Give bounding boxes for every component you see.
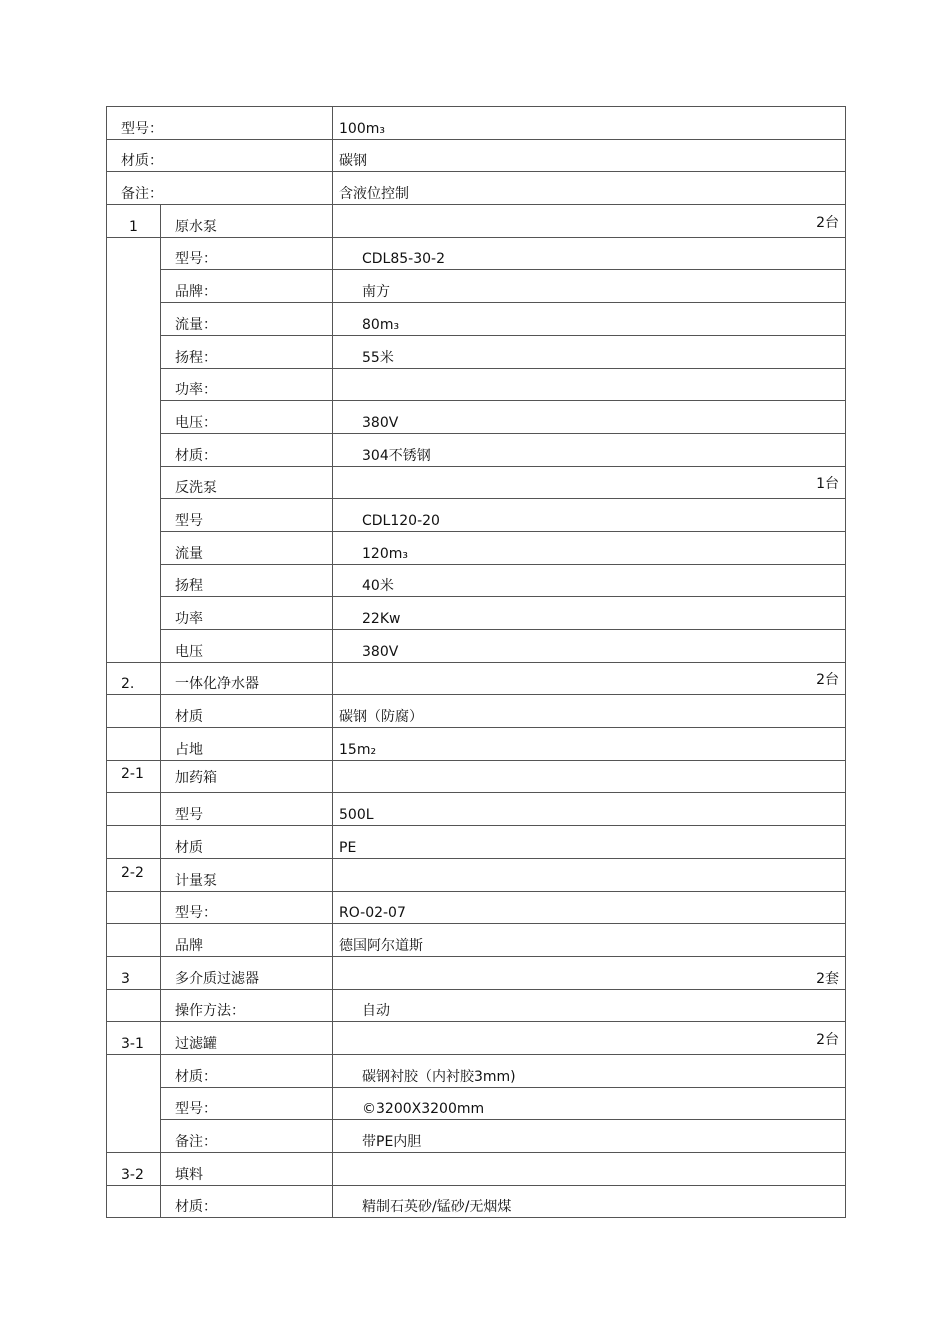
item-quantity: 1台 xyxy=(333,466,846,499)
label-cell: 型号： xyxy=(161,237,333,270)
label-cell: 电压： xyxy=(161,401,333,434)
label-cell: 型号： xyxy=(161,891,333,924)
item-number-spacer xyxy=(107,1054,161,1152)
table-row xyxy=(107,172,846,205)
label-cell: 流量 xyxy=(161,531,333,564)
item-quantity: 2套 xyxy=(333,956,846,989)
section-row xyxy=(107,1022,846,1055)
item-number: 3-1 xyxy=(107,1022,161,1055)
value-cell: CDL85-30-2 xyxy=(333,237,846,270)
spec-table-sheet xyxy=(106,106,845,1220)
value-cell: 120m₃ xyxy=(333,531,846,564)
item-name: 加药箱 xyxy=(161,760,333,793)
label-cell: 功率： xyxy=(161,368,333,401)
item-number: 3-2 xyxy=(107,1153,161,1186)
section-row xyxy=(107,662,846,695)
item-quantity xyxy=(333,858,846,891)
label-cell: 流量： xyxy=(161,303,333,336)
label-cell: 材质： xyxy=(161,1185,333,1218)
label-cell: 品牌： xyxy=(161,270,333,303)
table-row xyxy=(107,270,846,303)
section-row xyxy=(107,760,846,793)
item-number-spacer xyxy=(107,924,161,957)
item-number-spacer xyxy=(107,891,161,924)
label-cell: 扬程 xyxy=(161,564,333,597)
item-quantity: 2台 xyxy=(333,1022,846,1055)
value-cell: 500L xyxy=(333,793,846,826)
table-row xyxy=(107,139,846,172)
value-cell: RO-02-07 xyxy=(333,891,846,924)
table-row xyxy=(107,597,846,630)
table-row xyxy=(107,1087,846,1120)
label-cell: 扬程： xyxy=(161,335,333,368)
table-row xyxy=(107,793,846,826)
value-cell: 碳钢（防腐） xyxy=(333,695,846,728)
label-cell: 型号 xyxy=(161,499,333,532)
item-quantity: 2台 xyxy=(333,662,846,695)
table-row xyxy=(107,564,846,597)
value-cell: 精制石英砂/锰砂/无烟煤 xyxy=(333,1185,846,1218)
table-row xyxy=(107,891,846,924)
label-cell: 材质： xyxy=(161,433,333,466)
label-cell: 材质： xyxy=(107,139,333,172)
value-cell: 380V xyxy=(333,630,846,663)
item-number-spacer xyxy=(107,793,161,826)
item-name: 一体化净水器 xyxy=(161,662,333,695)
table-row xyxy=(107,303,846,336)
section-row xyxy=(107,956,846,989)
item-number-spacer xyxy=(107,695,161,728)
section-row xyxy=(107,1153,846,1186)
item-quantity xyxy=(333,1153,846,1186)
section-row xyxy=(107,205,846,238)
value-cell: 南方 xyxy=(333,270,846,303)
item-quantity xyxy=(333,760,846,793)
table-row xyxy=(107,924,846,957)
label-cell: 品牌 xyxy=(161,924,333,957)
table-row xyxy=(107,401,846,434)
item-name: 计量泵 xyxy=(161,858,333,891)
section-row xyxy=(107,858,846,891)
item-number-spacer xyxy=(107,1185,161,1218)
table-row xyxy=(107,630,846,663)
table-row xyxy=(107,335,846,368)
value-cell: ©3200X3200mm xyxy=(333,1087,846,1120)
label-cell: 材质： xyxy=(161,1054,333,1087)
label-cell: 操作方法： xyxy=(161,989,333,1022)
item-number: 1 xyxy=(107,205,161,238)
item-name: 过滤罐 xyxy=(161,1022,333,1055)
item-number: 2-2 xyxy=(107,858,161,891)
equipment-spec-table xyxy=(106,106,846,1218)
table-row xyxy=(107,368,846,401)
value-cell: 304不锈钢 xyxy=(333,433,846,466)
value-cell: 自动 xyxy=(333,989,846,1022)
item-name: 原水泵 xyxy=(161,205,333,238)
table-row xyxy=(107,531,846,564)
item-number-spacer xyxy=(107,989,161,1022)
item-name: 多介质过滤器 xyxy=(161,956,333,989)
label-cell: 备注： xyxy=(107,172,333,205)
label-cell: 电压 xyxy=(161,630,333,663)
table-row xyxy=(107,433,846,466)
value-cell xyxy=(333,368,846,401)
value-cell: 80m₃ xyxy=(333,303,846,336)
item-number: 3 xyxy=(107,956,161,989)
table-row xyxy=(107,728,846,761)
table-row xyxy=(107,1120,846,1153)
table-row xyxy=(107,695,846,728)
value-cell: 带PE内胆 xyxy=(333,1120,846,1153)
value-cell: 15m₂ xyxy=(333,728,846,761)
value-cell: PE xyxy=(333,826,846,859)
label-cell: 备注： xyxy=(161,1120,333,1153)
item-quantity: 2台 xyxy=(333,205,846,238)
value-cell: 380V xyxy=(333,401,846,434)
table-row xyxy=(107,237,846,270)
label-cell: 型号： xyxy=(107,107,333,140)
item-number-spacer xyxy=(107,237,161,662)
value-cell: 含液位控制 xyxy=(333,172,846,205)
table-row xyxy=(107,466,846,499)
label-cell: 占地 xyxy=(161,728,333,761)
item-number: 2-1 xyxy=(107,760,161,793)
table-row xyxy=(107,499,846,532)
table-row xyxy=(107,989,846,1022)
value-cell: 碳钢衬胶（内衬胶3mm) xyxy=(333,1054,846,1087)
value-cell: 德国阿尔道斯 xyxy=(333,924,846,957)
table-row xyxy=(107,826,846,859)
item-number: 2. xyxy=(107,662,161,695)
table-row xyxy=(107,107,846,140)
item-number-spacer xyxy=(107,826,161,859)
value-cell: 40米 xyxy=(333,564,846,597)
value-cell: 55米 xyxy=(333,335,846,368)
item-number-spacer xyxy=(107,728,161,761)
label-cell: 材质 xyxy=(161,695,333,728)
label-cell: 型号： xyxy=(161,1087,333,1120)
table-row xyxy=(107,1185,846,1218)
value-cell: 碳钢 xyxy=(333,139,846,172)
item-name: 填料 xyxy=(161,1153,333,1186)
label-cell: 反洗泵 xyxy=(161,466,333,499)
value-cell: 100m₃ xyxy=(333,107,846,140)
table-row xyxy=(107,1054,846,1087)
label-cell: 功率 xyxy=(161,597,333,630)
label-cell: 型号 xyxy=(161,793,333,826)
label-cell: 材质 xyxy=(161,826,333,859)
value-cell: 22Kw xyxy=(333,597,846,630)
value-cell: CDL120-20 xyxy=(333,499,846,532)
